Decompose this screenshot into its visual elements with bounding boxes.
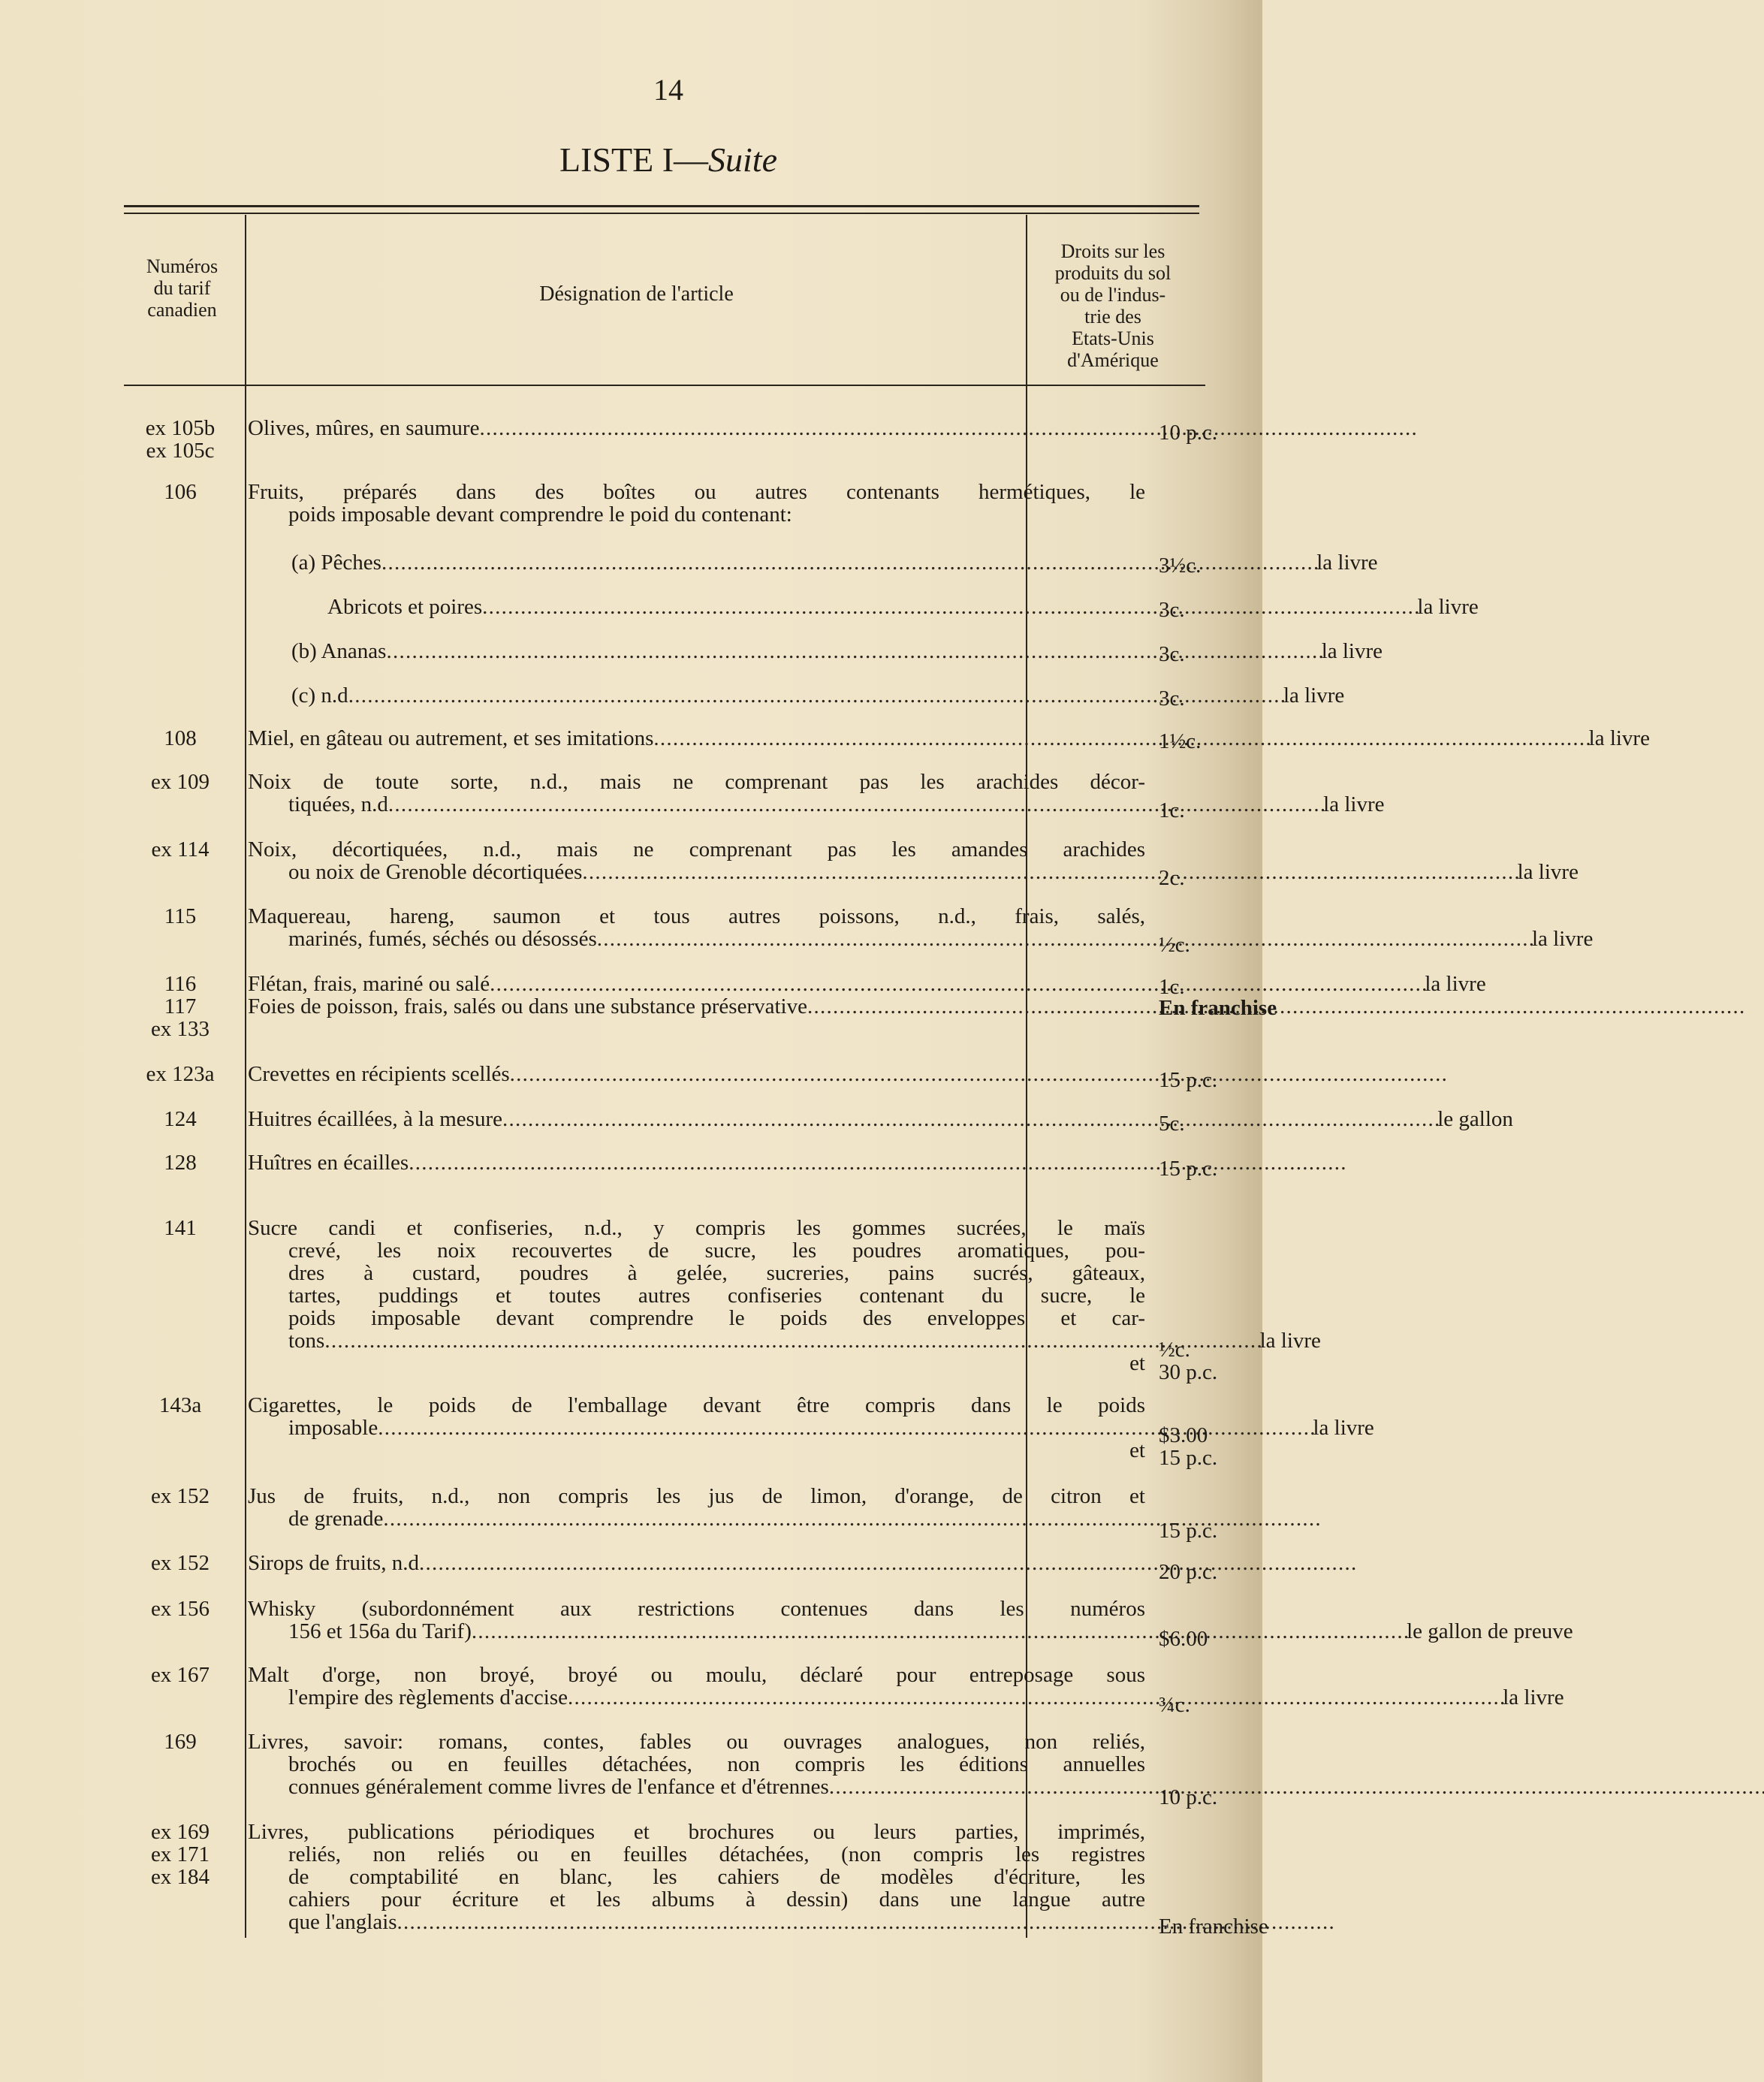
header-designation: Désignation de l'article (539, 282, 734, 306)
column-divider-1 (245, 215, 246, 1938)
page-number: 14 (653, 73, 683, 107)
page: 14 LISTE I—Suite Numéros du tarif canadien Désignation de l'article Droits sur les produits du sol ou de l'indus- trie des Etats-Unis d'Amérique ex 105b ex 105c Olives, mûres, en saumure . . . 10 p.c. 106 Fruits, préparés dans des boîtes ou autres contenants hermétiques, le poids imposable devant comprendre le poid du contenant: (a) Pêches . . . la livre 3½c. Abricots et poires . . . la livre 3c. (b) Ananas . . . la livre 3c. (c) n.d . . . la livre 3c. 108 Miel, en gâteau ou autrement, et ses imitations . . . la livre 1½c. ex 109 Noix de toute sorte, n.d., mais ne comprenant pas les arachides décor- tiquées, n.d . . . la livre 1c. ex 114 Noix, décortiquées, n.d., mais ne comprenant pas les amandes arachides ou noix de Grenoble décortiquées . . . la livre 2c. 115 Maquereau, hareng, saumon et tous autres poissons, n.d., frais, salés, marinés, fumés, séchés ou désossés . . . la livre ½c. 116 Flétan, frais, mariné ou salé . . . la livre 1c. 117 ex 133 Foies de poisson, frais, salés ou dans une substance préservative . . . En franchise ex 123a Crevettes en récipients scellés . . . 15 p.c. 124 Huitres écaillées, à la mesure . . . le gallon 5c. 128 Huîtres en écailles . . . 15 p.c. 141 Sucre candi et confiseries, n.d., y compris les gommes sucrées, le maïs crevé, les noix recouvertes de sucre, les poudres aromatiques, pou- dres à custard, poudres à gelée, sucreries, pains sucrés, gâteaux, tartes, puddings et toutes autres confiseries contenant du sucre, le poids imposable devant comprendre le poids des enveloppes et car- tons . . . la livre et ½c. 30 p.c. 143a Cigarettes, le poids de l'emballage devant être compris dans le poids imposable . . . la livre et $3.00 15 p.c. ex 152 Jus de fruits, n.d., non compris les jus de limon, d'orange, de citron et de grenade . . . 15 p.c. ex 152 Sirops de fruits, n.d . . . 20 p.c. ex 156 Whisky (subordonnément aux restrictions contenues dans les numéros 156 et 156a du Tarif) . . . le gallon de preuve $6.00 ex 167 Malt d'orge, non broyé, broyé ou moulu, déclaré pour entreposage sous l'empire des règlements d'accise . . . la livre ¾c. 169 Livres, savoir: romans, contes, fables ou ouvrages analogues, non reliés, brochés ou en feuilles détachées, non compris les éditions annuelles connues généralement comme livres de l'enfance et d'étrennes . . . 10 p.c. ex 169 ex 171 ex 184 Livres, publications périodiques et brochures ou leurs parties, imprimés, reliés, non reliés ou en feuilles détachées, (non compris les registres de comptabilité en blanc, les cahiers de modèles d'écriture, les cahiers pour écriture et les albums à dessin) dans une langue autre que l'anglais . . . En franchise (0, 0, 1262, 2082)
top-rule-2 (124, 213, 1199, 214)
title-main: LISTE I— (559, 140, 709, 179)
header-rule (124, 385, 1205, 386)
header-duties: Droits sur les produits du sol ou de l'indus- trie des Etats-Unis d'Amérique (1054, 240, 1171, 371)
page-title (0, 140, 1337, 180)
top-rule (124, 205, 1199, 207)
title-suite: Suite (708, 140, 777, 179)
header-tariff-numbers: Numéros du tarif canadien (146, 255, 219, 321)
